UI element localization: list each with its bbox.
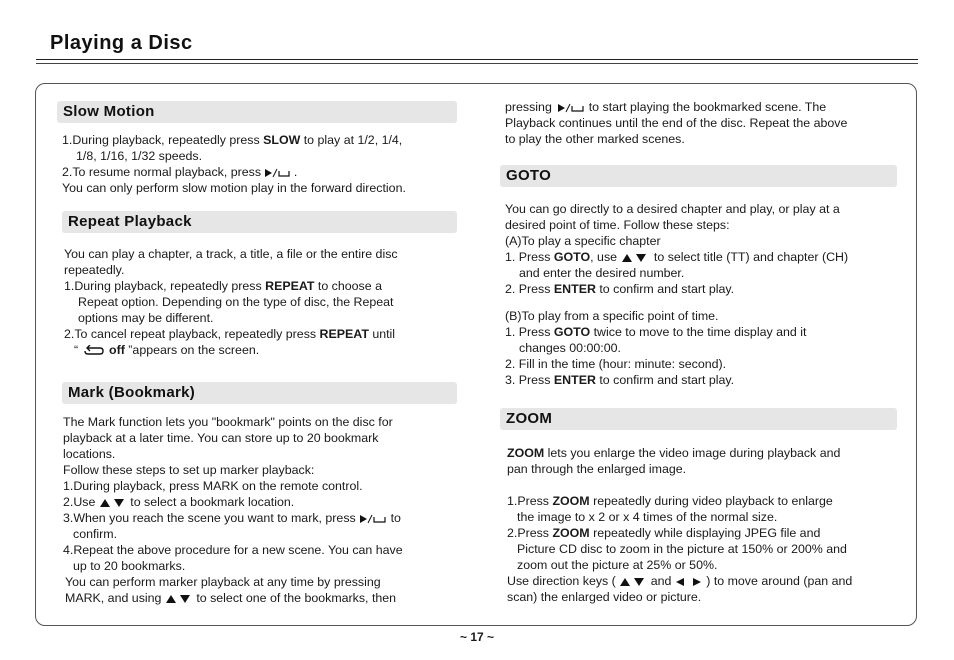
text: repeatedly while displaying JPEG file and xyxy=(589,526,821,540)
text: and xyxy=(647,574,675,588)
key-label: REPEAT xyxy=(265,279,315,293)
key-label: GOTO xyxy=(553,250,591,264)
text: You can play a chapter, a track, a title, a file or the entire disc xyxy=(64,247,398,261)
text: the image to x 2 or x 4 times of the normal size. xyxy=(517,510,778,524)
key-label: ENTER xyxy=(553,282,596,296)
repeat-playback-text xyxy=(64,246,464,358)
section-header-mark-bookmark: Mark (Bookmark) xyxy=(62,382,457,404)
text: changes 00:00:00. xyxy=(519,341,621,355)
text: The Mark function lets you "bookmark" points on the disc for xyxy=(63,415,393,429)
title-rule-thin xyxy=(36,63,918,64)
text: ”appears on the screen. xyxy=(124,343,260,357)
key-label: GOTO xyxy=(553,325,591,339)
key-label: off xyxy=(109,343,125,357)
text: 2.To resume normal playback, press xyxy=(62,165,265,179)
mark-bookmark-continued-text xyxy=(505,99,905,147)
key-label: ZOOM xyxy=(552,494,590,508)
repeat-icon xyxy=(82,345,106,357)
text: lets you enlarge the video image during playback and xyxy=(544,446,841,460)
text: You can go directly to a desired chapter and play, or play at a xyxy=(505,202,840,216)
text: 2.Press xyxy=(507,526,553,540)
text: 2. Press xyxy=(505,282,554,296)
text: playback at a later time. You can store up to 20 bookmark xyxy=(63,431,379,445)
text: to play at 1/2, 1/4, xyxy=(300,133,403,147)
play-pause-enter-icon xyxy=(359,514,387,524)
goto-text xyxy=(505,201,905,388)
text: 1. Press xyxy=(505,325,554,339)
text: desired point of time. Follow these steps: xyxy=(505,218,730,232)
text: to select title (TT) and chapter (CH) xyxy=(650,250,849,264)
text: up to 20 bookmarks. xyxy=(73,559,186,573)
text: pan through the enlarged image. xyxy=(507,462,687,476)
text: . xyxy=(290,165,298,179)
text: 3.When you reach the scene you want to mark, press xyxy=(63,511,360,525)
text: to confirm and start play. xyxy=(595,282,735,296)
text: Use direction keys ( xyxy=(507,574,620,588)
text: 3. Press xyxy=(505,373,554,387)
text: 4.Repeat the above procedure for a new scene. You can have xyxy=(63,543,403,557)
left-right-arrows-icon xyxy=(675,577,703,587)
text: 2.Use xyxy=(63,495,99,509)
zoom-text xyxy=(507,445,907,605)
text: scan) the enlarged video or picture. xyxy=(507,590,702,604)
up-down-arrows-icon xyxy=(619,577,647,587)
text: “ xyxy=(74,343,82,357)
text: repeatedly during video playback to enlarge xyxy=(589,494,833,508)
text: locations. xyxy=(63,447,116,461)
text: MARK, and using xyxy=(65,591,165,605)
page-number: ~ 17 ~ xyxy=(459,630,495,644)
key-label: ZOOM xyxy=(507,446,545,460)
key-label: ENTER xyxy=(553,373,596,387)
section-header-goto: GOTO xyxy=(500,165,897,187)
text: zoom out the picture at 25% or 50%. xyxy=(517,558,718,572)
key-label: ZOOM xyxy=(552,526,590,540)
text: to select a bookmark location. xyxy=(126,495,295,509)
text: to select one of the bookmarks, then xyxy=(192,591,397,605)
text: twice to move to the time display and it xyxy=(590,325,807,339)
text: to xyxy=(387,511,401,525)
text: until xyxy=(368,327,396,341)
play-pause-enter-icon xyxy=(264,168,290,178)
key-label: SLOW xyxy=(263,133,301,147)
text: 2. Fill in the time (hour: minute: second). xyxy=(505,357,727,371)
up-down-arrows-icon xyxy=(99,498,127,508)
text: to play the other marked scenes. xyxy=(505,132,685,146)
text: 1.Press xyxy=(507,494,553,508)
text: options may be different. xyxy=(78,311,214,325)
page-title: Playing a Disc xyxy=(50,32,193,54)
text: to confirm and start play. xyxy=(595,373,735,387)
title-rule xyxy=(36,59,918,60)
up-down-arrows-icon xyxy=(165,594,193,604)
key-label: REPEAT xyxy=(319,327,369,341)
text: 1.During playback, repeatedly press xyxy=(64,279,266,293)
text: You can only perform slow motion play in the forward direction. xyxy=(62,181,406,195)
mark-bookmark-text xyxy=(63,414,463,606)
text: and enter the desired number. xyxy=(519,266,685,280)
up-down-arrows-icon xyxy=(620,253,650,263)
text: to choose a xyxy=(314,279,382,293)
text: to start playing the bookmarked scene. The xyxy=(585,100,827,114)
text: 2.To cancel repeat playback, repeatedly press xyxy=(64,327,320,341)
section-header-slow-motion: Slow Motion xyxy=(57,101,457,123)
text: Follow these steps to set up marker playback: xyxy=(63,463,315,477)
play-pause-enter-icon xyxy=(555,103,585,113)
text: ) to move around (pan and xyxy=(702,574,853,588)
text: 1.During playback, repeatedly press xyxy=(62,133,264,147)
slow-motion-text xyxy=(62,132,462,196)
section-header-zoom: ZOOM xyxy=(500,408,897,430)
text: 1.During playback, press MARK on the remote control. xyxy=(63,479,363,493)
text: 1/8, 1/16, 1/32 speeds. xyxy=(76,149,203,163)
section-header-repeat-playback: Repeat Playback xyxy=(62,211,457,233)
text: (A)To play a specific chapter xyxy=(505,234,661,248)
text: 1. Press xyxy=(505,250,554,264)
text: Picture CD disc to zoom in the picture at 150% or 200% and xyxy=(517,542,847,556)
text: (B)To play from a specific point of time. xyxy=(505,309,719,323)
text: , use xyxy=(590,250,621,264)
text: repeatedly. xyxy=(64,263,125,277)
text: You can perform marker playback at any time by pressing xyxy=(65,575,381,589)
text: confirm. xyxy=(73,527,118,541)
text: Playback continues until the end of the disc. Repeat the above xyxy=(505,116,848,130)
text: Repeat option. Depending on the type of disc, the Repeat xyxy=(78,295,394,309)
text: pressing xyxy=(505,100,556,114)
